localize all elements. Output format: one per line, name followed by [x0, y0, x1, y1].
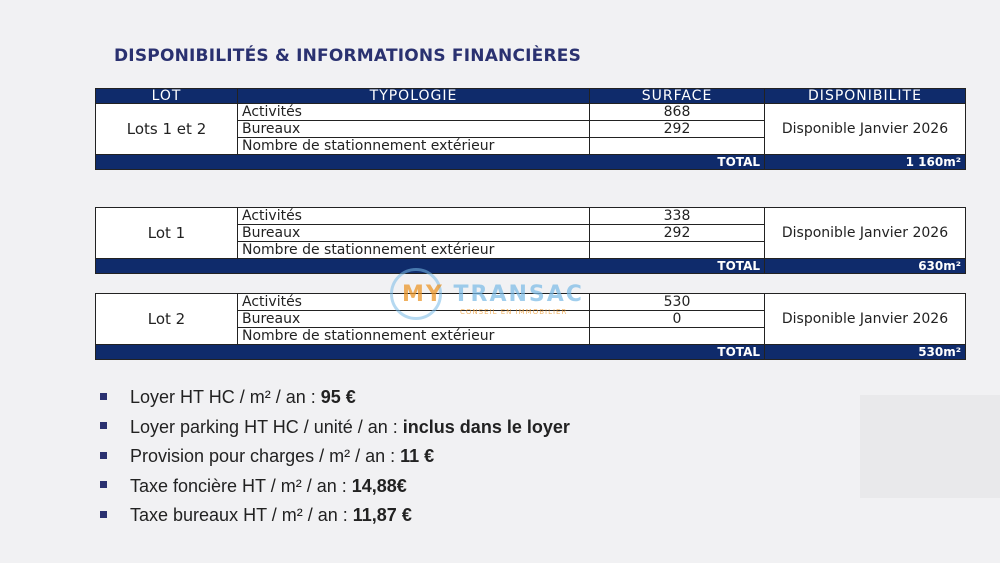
surface-cell: 292	[590, 121, 765, 138]
total-value: 630m²	[765, 259, 966, 274]
info-label: Provision pour charges / m² / an :	[130, 446, 401, 466]
bullet-icon	[100, 452, 107, 459]
header-lot: LOT	[96, 89, 238, 104]
info-value: 11 €	[400, 446, 435, 466]
table-row	[96, 294, 966, 311]
list-item	[100, 501, 570, 531]
disponibilite-cell: Disponible Janvier 2026	[765, 294, 966, 345]
financial-info-list	[100, 383, 570, 531]
typologie-cell: Nombre de stationnement extérieur	[238, 242, 590, 259]
info-value: 14,88€	[351, 475, 407, 496]
bullet-icon	[100, 393, 107, 400]
info-label: Loyer parking HT HC / unité / an :	[130, 416, 403, 437]
surface-cell: 338	[590, 208, 765, 225]
lot-name: Lot 1	[96, 208, 238, 259]
table-row	[96, 208, 966, 225]
total-row	[96, 259, 966, 274]
typologie-cell: Bureaux	[238, 311, 590, 328]
list-item	[100, 383, 570, 413]
list-item	[100, 472, 570, 502]
disponibilite-cell: Disponible Janvier 2026	[765, 104, 966, 155]
lot-name: Lot 2	[96, 294, 238, 345]
disponibilite-cell: Disponible Janvier 2026	[765, 208, 966, 259]
bullet-icon	[100, 422, 107, 429]
page-title: DISPONIBILITÉS & INFORMATIONS FINANCIÈRES	[114, 46, 582, 66]
info-label: Taxe bureaux HT / m² / an :	[130, 505, 353, 525]
typologie-cell: Bureaux	[238, 225, 590, 242]
typologie-cell: Bureaux	[238, 121, 590, 138]
surface-cell: 292	[590, 225, 765, 242]
header-surface: SURFACE	[590, 89, 765, 104]
lot-name: Lots 1 et 2	[96, 104, 238, 155]
info-label: Loyer HT HC / m² / an :	[130, 387, 321, 407]
typologie-cell: Activités	[238, 294, 590, 311]
surface-cell	[590, 328, 765, 345]
surface-cell: 868	[590, 104, 765, 121]
surface-cell: 530	[590, 294, 765, 311]
header-disponibilite: DISPONIBILITE	[765, 89, 966, 104]
bullet-icon	[100, 481, 107, 488]
total-value: 530m²	[765, 345, 966, 360]
list-item	[100, 413, 570, 443]
total-row	[96, 345, 966, 360]
info-value: 11,87 €	[352, 505, 412, 525]
total-label: TOTAL	[96, 259, 765, 274]
total-value: 1 160m²	[765, 155, 966, 170]
availability-table-lot-2	[95, 293, 966, 360]
typologie-cell: Activités	[238, 104, 590, 121]
surface-cell	[590, 242, 765, 259]
availability-table-lot-1	[95, 207, 966, 274]
logo-wordmark: MY TRANSAC	[402, 282, 584, 307]
typologie-cell: Nombre de stationnement extérieur	[238, 138, 590, 155]
typologie-cell: Activités	[238, 208, 590, 225]
table-header-row	[96, 89, 966, 104]
info-value: 95 €	[320, 387, 356, 407]
typologie-cell: Nombre de stationnement extérieur	[238, 328, 590, 345]
total-row	[96, 155, 966, 170]
info-value: inclus dans le loyer	[402, 416, 570, 437]
surface-cell	[590, 138, 765, 155]
info-label: Taxe foncière HT / m² / an :	[130, 475, 352, 496]
logo-tagline: CONSEIL EN IMMOBILIER	[460, 308, 568, 316]
surface-cell: 0	[590, 311, 765, 328]
availability-table-lots-1-2	[95, 88, 966, 170]
decorative-panel	[860, 395, 1000, 498]
total-label: TOTAL	[96, 155, 765, 170]
list-item	[100, 442, 570, 472]
bullet-icon	[100, 511, 107, 518]
total-label: TOTAL	[96, 345, 765, 360]
table-row	[96, 104, 966, 121]
header-typologie: TYPOLOGIE	[238, 89, 590, 104]
